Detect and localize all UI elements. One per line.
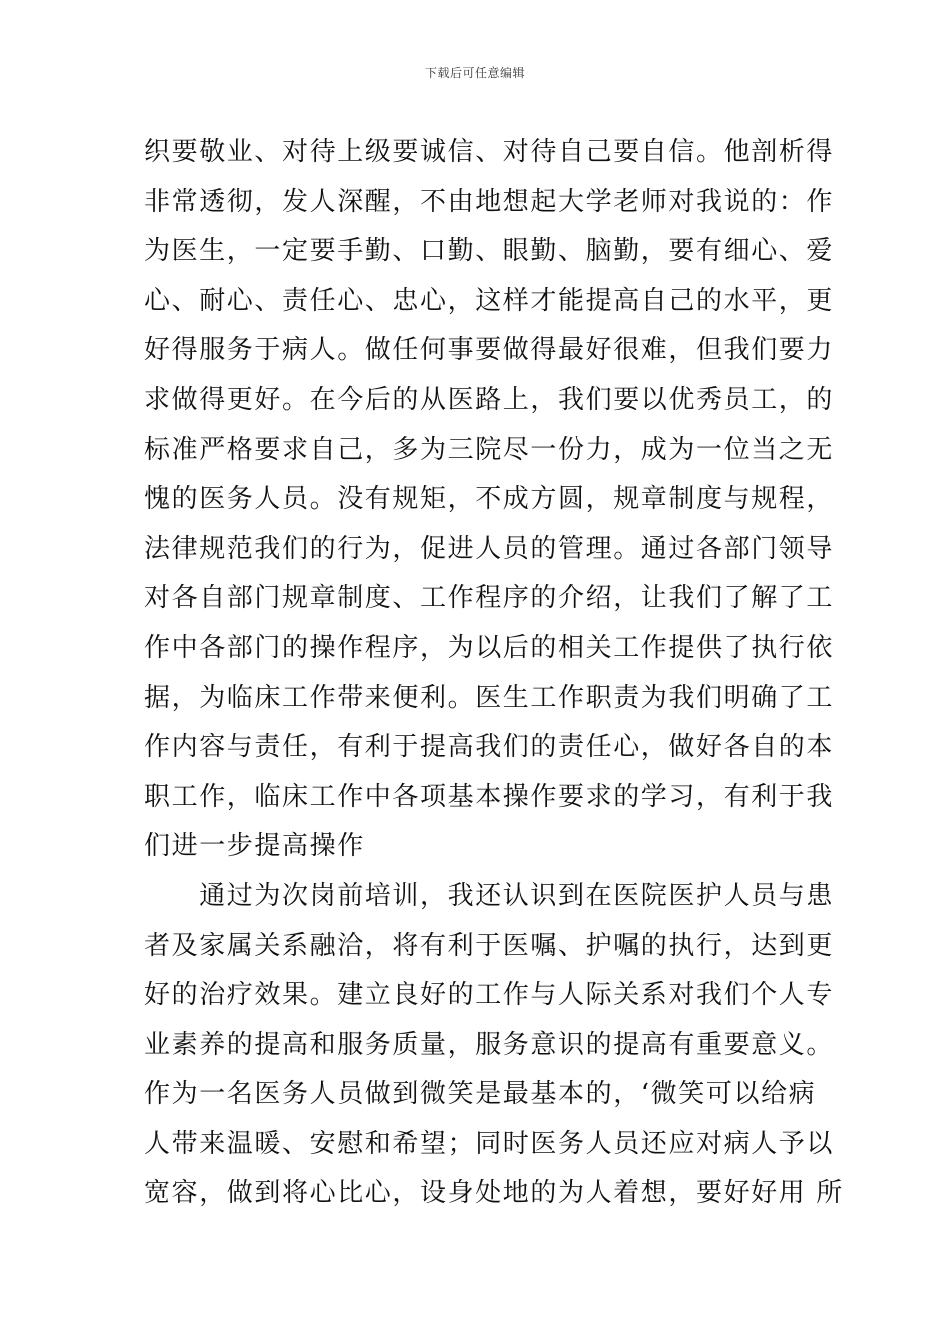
text-line: 非常透彻，发人深醒，不由地想起大学老师对我说的：作 bbox=[144, 186, 835, 217]
text-line: 织要敬业、对待上级要诚信、对待自己要自信。他剖析得 bbox=[144, 137, 835, 167]
paragraph-start-line: 通过为次岗前培训，我还认识到在医院医护人员与患 bbox=[144, 880, 835, 911]
text-line: 好的治疗效果。建立良好的工作与人际关系对我们个人专 bbox=[144, 980, 835, 1011]
text-line: 愧的医务人员。没有规矩，不成方圆，规章制度与规程， bbox=[144, 484, 835, 515]
text-line: 业素养的提高和服务质量，服务意识的提高有重要意义。 bbox=[144, 1029, 835, 1060]
text-line: 法律规范我们的行为，促进人员的管理。通过各部门领导 bbox=[144, 533, 835, 564]
text-line: 对各自部门规章制度、工作程序的介绍，让我们了解了工 bbox=[144, 583, 835, 614]
text-line: 作中各部门的操作程序，为以后的相关工作提供了执行依 bbox=[144, 632, 835, 663]
text-line: 们进一步提高操作 bbox=[144, 831, 365, 862]
text-line: 宽容，做到将心比心，设身处地的为人着想，要好好用 所 bbox=[144, 1178, 844, 1209]
page-header: 下载后可任意编辑 bbox=[424, 66, 525, 80]
text-line: 为医生，一定要手勤、口勤、眼勤、脑勤，要有细心、爱 bbox=[144, 236, 835, 267]
text-line: 者及家属关系融洽，将有利于医嘱、护嘱的执行，达到更 bbox=[144, 930, 835, 961]
text-line: 心、耐心、责任心、忠心，这样才能提高自己的水平，更 bbox=[144, 285, 835, 316]
text-line: 标准严格要求自己，多为三院尽一份力，成为一位当之无 bbox=[144, 434, 835, 465]
text-line: 好得服务于病人。做任何事要做得最好很难，但我们要力 bbox=[144, 335, 835, 366]
text-line: 求做得更好。在今后的从医路上，我们要以优秀员工，的 bbox=[144, 384, 835, 415]
text-line: 据，为临床工作带来便利。医生工作职责为我们明确了工 bbox=[144, 682, 835, 713]
text-line: 人带来温暖、安慰和希望；同时医务人员还应对病人予以 bbox=[144, 1128, 835, 1159]
text-line: 职工作，临床工作中各项基本操作要求的学习，有利于我 bbox=[144, 781, 835, 812]
body-text bbox=[144, 128, 844, 1219]
text-line: 作为一名医务人员做到微笑是最基本的，‘微笑可以给病 bbox=[144, 1079, 817, 1110]
text-line: 作内容与责任，有利于提高我们的责任心，做好各自的本 bbox=[144, 732, 835, 763]
